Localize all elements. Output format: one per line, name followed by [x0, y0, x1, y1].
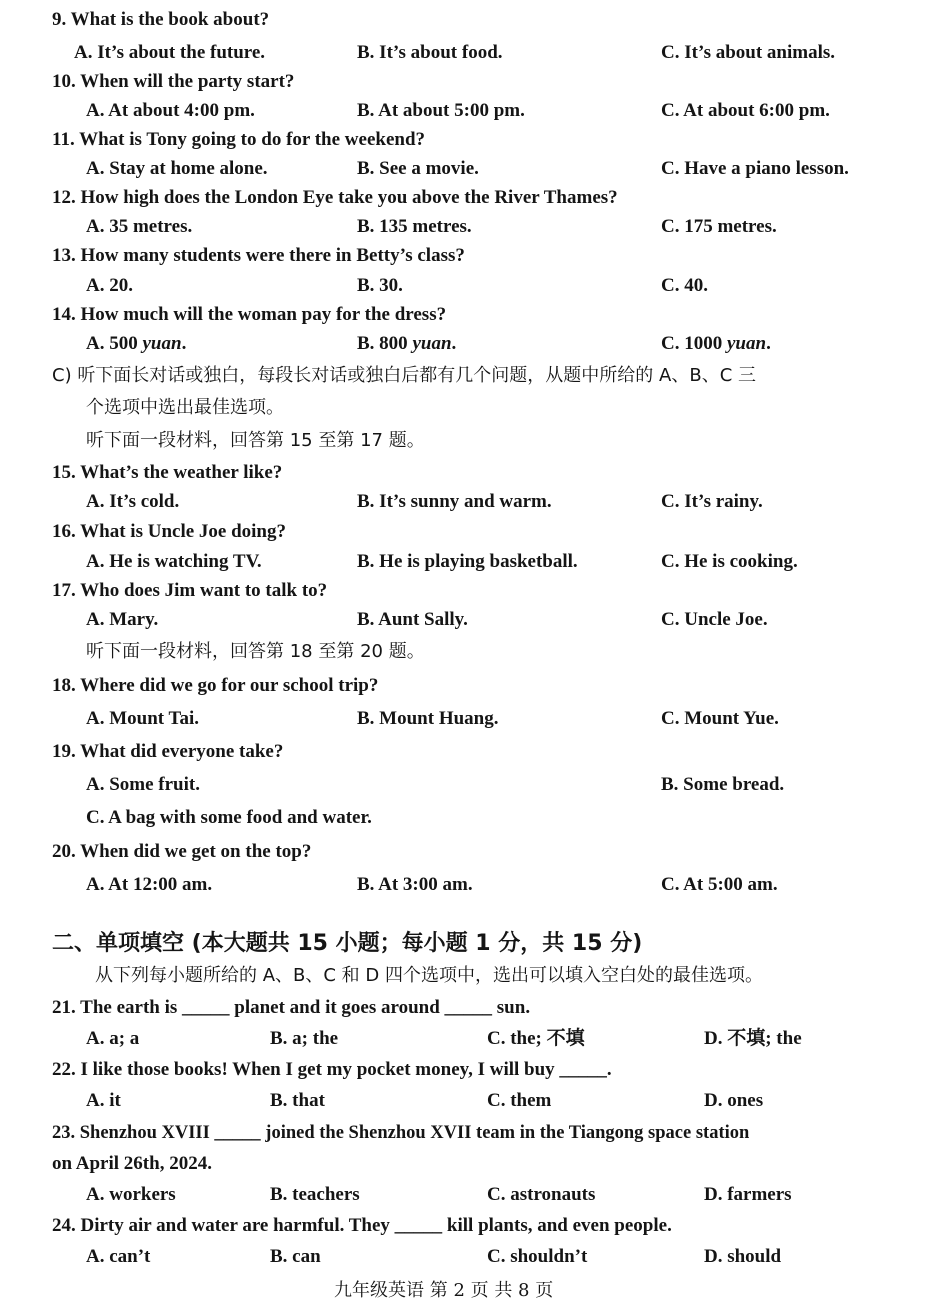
option-13c: C. 40. [661, 275, 708, 296]
question-10: 10. When will the party start? [52, 71, 295, 92]
question-24: 24. Dirty air and water are harmful. They _____ kill plants, and even people. [52, 1215, 672, 1236]
option-20a: A. At 12:00 am. [86, 874, 213, 895]
option-12b: B. 135 metres. [357, 216, 472, 237]
option-18b: B. Mount Huang. [357, 708, 499, 729]
option-23d: D. farmers [704, 1184, 792, 1205]
option-14b: B. 800 yuan. [357, 333, 457, 354]
option-21b: B. a; the [270, 1028, 339, 1049]
option-17c: C. Uncle Joe. [661, 609, 768, 630]
question-19: 19. What did everyone take? [52, 741, 284, 762]
page-footer: 九年级英语 第 2 页 共 8 页 [334, 1280, 554, 1301]
material-note-15-17: 听下面一段材料，回答第 15 至第 17 题。 [86, 430, 425, 451]
option-18a: A. Mount Tai. [86, 708, 199, 729]
option-11b: B. See a movie. [357, 158, 479, 179]
option-14a: A. 500 yuan. [86, 333, 187, 354]
option-24b: B. can [270, 1246, 321, 1267]
option-10a: A. At about 4:00 pm. [86, 100, 255, 121]
option-23c: C. astronauts [487, 1184, 596, 1205]
option-12a: A. 35 metres. [86, 216, 193, 237]
option-21c: C. the; 不填 [487, 1028, 585, 1049]
option-24d: D. should [704, 1246, 782, 1267]
option-22d: D. ones [704, 1090, 764, 1111]
question-20: 20. When did we get on the top? [52, 841, 312, 862]
option-23a: A. workers [86, 1184, 176, 1205]
option-17b: B. Aunt Sally. [357, 609, 468, 630]
option-15b: B. It’s sunny and warm. [357, 491, 552, 512]
question-21: 21. The earth is _____ planet and it goes around _____ sun. [52, 997, 531, 1018]
option-24a: A. can’t [86, 1246, 151, 1267]
option-14c: C. 1000 yuan. [661, 333, 771, 354]
question-15: 15. What’s the weather like? [52, 462, 283, 483]
option-22b: B. that [270, 1090, 325, 1111]
option-20c: C. At 5:00 am. [661, 874, 778, 895]
question-18: 18. Where did we go for our school trip? [52, 675, 379, 696]
option-22c: C. them [487, 1090, 552, 1111]
option-9b: B. It’s about food. [357, 42, 503, 63]
question-12: 12. How high does the London Eye take you above the River Thames? [52, 187, 618, 208]
option-15a: A. It’s cold. [86, 491, 180, 512]
option-13a: A. 20. [86, 275, 133, 296]
section-c-instruction-cont: 个选项中选出最佳选项。 [86, 397, 284, 418]
option-19a: A. Some fruit. [86, 774, 200, 795]
option-20b: B. At 3:00 am. [357, 874, 473, 895]
option-12c: C. 175 metres. [661, 216, 777, 237]
option-23b: B. teachers [270, 1184, 360, 1205]
option-24c: C. shouldn’t [487, 1246, 588, 1267]
option-10c: C. At about 6:00 pm. [661, 100, 830, 121]
question-14: 14. How much will the woman pay for the dress? [52, 304, 447, 325]
option-9c: C. It’s about animals. [661, 42, 836, 63]
option-16c: C. He is cooking. [661, 551, 798, 572]
option-11a: A. Stay at home alone. [86, 158, 268, 179]
option-19c: C. A bag with some food and water. [86, 807, 372, 828]
question-9: 9. What is the book about? [52, 9, 270, 30]
option-11c: C. Have a piano lesson. [661, 158, 849, 179]
option-19b: B. Some bread. [661, 774, 785, 795]
question-16: 16. What is Uncle Joe doing? [52, 521, 287, 542]
question-17: 17. Who does Jim want to talk to? [52, 580, 328, 601]
section-c-instruction: C) 听下面长对话或独白，每段长对话或独白后都有几个问题，从题中所给的 A、B、C 三 [52, 365, 756, 386]
question-23-cont: on April 26th, 2024. [52, 1153, 212, 1174]
option-10b: B. At about 5:00 pm. [357, 100, 525, 121]
option-18c: C. Mount Yue. [661, 708, 779, 729]
option-17a: A. Mary. [86, 609, 159, 630]
option-9a: A. It’s about the future. [74, 42, 266, 63]
option-16b: B. He is playing basketball. [357, 551, 578, 572]
part2-heading: 二、单项填空 (本大题共 15 小题；每小题 1 分，共 15 分) [52, 931, 643, 956]
question-13: 13. How many students were there in Betty’s class? [52, 245, 465, 266]
option-21a: A. a; a [86, 1028, 140, 1049]
option-15c: C. It’s rainy. [661, 491, 763, 512]
part2-instruction: 从下列每小题所给的 A、B、C 和 D 四个选项中，选出可以填入空白处的最佳选项。 [95, 965, 763, 986]
option-21d: D. 不填; the [704, 1028, 802, 1049]
question-22: 22. I like those books! When I get my pocket money, I will buy _____. [52, 1059, 612, 1080]
question-23: 23. Shenzhou XVIII _____ joined the Shenzhou XVII team in the Tiangong space station [52, 1123, 750, 1143]
option-13b: B. 30. [357, 275, 403, 296]
option-22a: A. it [86, 1090, 121, 1111]
material-note-18-20: 听下面一段材料，回答第 18 至第 20 题。 [86, 641, 425, 662]
option-16a: A. He is watching TV. [86, 551, 262, 572]
question-11: 11. What is Tony going to do for the weekend? [52, 129, 426, 150]
